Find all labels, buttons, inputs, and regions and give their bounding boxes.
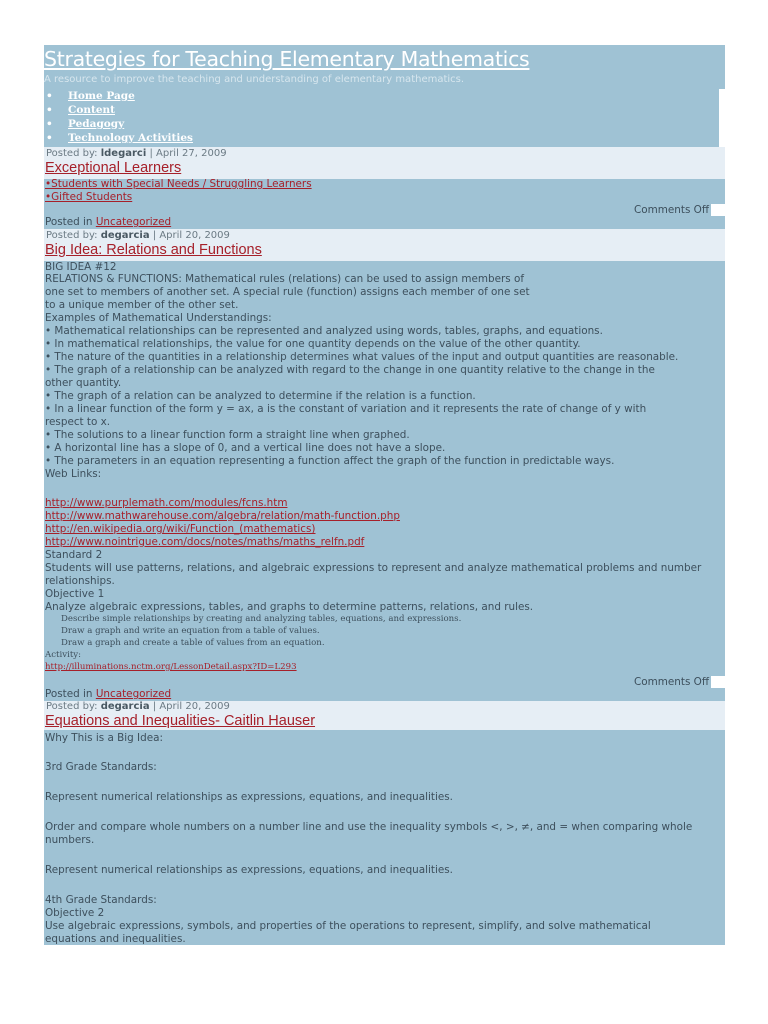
nav-link-home[interactable]: Home Page <box>68 90 135 102</box>
post-body-line: • The nature of the quantities in a relationship determines what values of the input and output quantities are reasonable. <box>45 351 679 363</box>
post-title[interactable]: Equations and Inequalities- Caitlin Hauser <box>45 713 316 729</box>
post-body-line: Order and compare whole numbers on a number line and use the inequality symbols <, >, ≠, and = when comparing whole <box>45 821 693 833</box>
web-link-purplemath[interactable]: http://www.purplemath.com/modules/fcns.htm <box>45 497 288 509</box>
standard-line: Objective 1 <box>45 588 105 600</box>
post-category <box>45 216 171 228</box>
post-body-line: • Mathematical relationships can be represented and analyzed using words, tables, graphs, and equations. <box>45 325 603 337</box>
bullet-icon: • <box>46 118 53 130</box>
standard-line: Standard 2 <box>45 549 103 561</box>
post-category <box>45 688 171 700</box>
post-author: degarcia <box>100 701 150 712</box>
post-body-line: 4th Grade Standards: <box>45 894 157 906</box>
nav-link-pedagogy[interactable]: Pedagogy <box>68 118 125 130</box>
post-meta <box>46 148 227 159</box>
post-body-line: 3rd Grade Standards: <box>45 761 157 773</box>
posted-in-label: Posted in <box>45 688 93 700</box>
post-meta <box>46 701 230 712</box>
comments-status: Comments Off <box>634 676 709 688</box>
comments-box <box>711 676 725 688</box>
post-title[interactable]: Exceptional Learners <box>45 160 182 176</box>
site-tagline: A resource to improve the teaching and understanding of elementary mathematics. <box>44 74 465 85</box>
post-body-line: Use algebraic expressions, symbols, and properties of the operations to represent, simplify, and solve mathematical <box>45 920 651 932</box>
bullet-icon: • <box>46 132 53 144</box>
activity-item: Describe simple relationships by creating and analyzing tables, equations, and expressions. <box>61 614 462 624</box>
site-title[interactable]: Strategies for Teaching Elementary Mathematics <box>44 47 530 71</box>
activity-item: Draw a graph and write an equation from a table of values. <box>61 626 320 636</box>
post-body-line: RELATIONS & FUNCTIONS: Mathematical rules (relations) can be used to assign members of <box>45 273 525 285</box>
post-body-line: one set to members of another set. A special rule (function) assigns each member of one set <box>45 286 530 298</box>
activity-item: Draw a graph and create a table of values from an equation. <box>61 638 325 648</box>
post-body-line: Why This is a Big Idea: <box>45 732 163 744</box>
post-body-line: • A horizontal line has a slope of 0, and a vertical line does not have a slope. <box>45 442 446 454</box>
post-body-line: • The graph of a relationship can be analyzed with regard to the change in one quantity relative to the change in the <box>45 364 655 376</box>
post-meta <box>46 230 230 241</box>
post-body-line: Examples of Mathematical Understandings: <box>45 312 272 324</box>
category-link[interactable]: Uncategorized <box>95 688 172 700</box>
nav-link-content[interactable]: Content <box>68 104 116 116</box>
web-link-wikipedia[interactable]: http://en.wikipedia.org/wiki/Function_(mathematics) <box>45 523 316 535</box>
posted-by-label: Posted by: <box>46 148 98 159</box>
post-link-gifted[interactable]: •Gifted Students <box>45 191 133 203</box>
post-link-special-needs[interactable]: •Students with Special Needs / Struggling Learners <box>45 178 312 190</box>
posted-by-label: Posted by: <box>46 230 98 241</box>
bullet-icon: • <box>46 104 53 116</box>
comments-box <box>711 204 725 216</box>
post-body-line: numbers. <box>45 834 95 846</box>
post-body-line: respect to x. <box>45 416 111 428</box>
post-title[interactable]: Big Idea: Relations and Functions <box>45 242 262 258</box>
post-body-line: Objective 2 <box>45 907 105 919</box>
post-body-line: other quantity. <box>45 377 122 389</box>
comments-status: Comments Off <box>634 204 709 216</box>
post-body-line: Represent numerical relationships as expressions, equations, and inequalities. <box>45 864 453 876</box>
post-body-line: • The parameters in an equation representing a function affect the graph of the function in predictable ways. <box>45 455 615 467</box>
post-body-line: Web Links: <box>45 468 102 480</box>
standard-line: Students will use patterns, relations, and algebraic expressions to represent and analyze mathematical problems and number <box>45 562 702 574</box>
post-body-line: to a unique member of the other set. <box>45 299 239 311</box>
posted-in-label: Posted in <box>45 216 93 228</box>
post-author: ldegarci <box>100 148 147 159</box>
post-body-line: Represent numerical relationships as expressions, equations, and inequalities. <box>45 791 453 803</box>
standard-line: Analyze algebraic expressions, tables, and graphs to determine patterns, relations, and rules. <box>45 601 534 613</box>
nav-divider <box>719 89 725 147</box>
post-date: | April 27, 2009 <box>149 148 227 159</box>
web-link-mathwarehouse[interactable]: http://www.mathwarehouse.com/algebra/relation/math-function.php <box>45 510 400 522</box>
blog-page <box>44 45 725 945</box>
activity-label: Activity: <box>45 650 82 660</box>
category-link[interactable]: Uncategorized <box>95 216 172 228</box>
post-author: degarcia <box>100 230 150 241</box>
nav-link-technology[interactable]: Technology Activities <box>68 132 193 144</box>
site-header <box>44 45 725 147</box>
post-date: | April 20, 2009 <box>152 230 230 241</box>
standard-line: relationships. <box>45 575 115 587</box>
post-date: | April 20, 2009 <box>152 701 230 712</box>
activity-link[interactable]: http://illuminations.nctm.org/LessonDetail.aspx?ID=L293 <box>45 662 297 672</box>
post-body-line: • In mathematical relationships, the value for one quantity depends on the value of the other quantity. <box>45 338 581 350</box>
bullet-icon: • <box>46 90 53 102</box>
post-body-line: equations and inequalities. <box>45 933 186 945</box>
post-body-line: BIG IDEA #12 <box>45 261 117 273</box>
post-body-line: • The graph of a relation can be analyzed to determine if the relation is a function. <box>45 390 476 402</box>
post-body-line: • In a linear function of the form y = ax, a is the constant of variation and it represents the rate of change of y with <box>45 403 647 415</box>
posted-by-label: Posted by: <box>46 701 98 712</box>
web-link-nointrigue[interactable]: http://www.nointrigue.com/docs/notes/maths/maths_relfn.pdf <box>45 536 365 548</box>
post-body-line: • The solutions to a linear function form a straight line when graphed. <box>45 429 410 441</box>
